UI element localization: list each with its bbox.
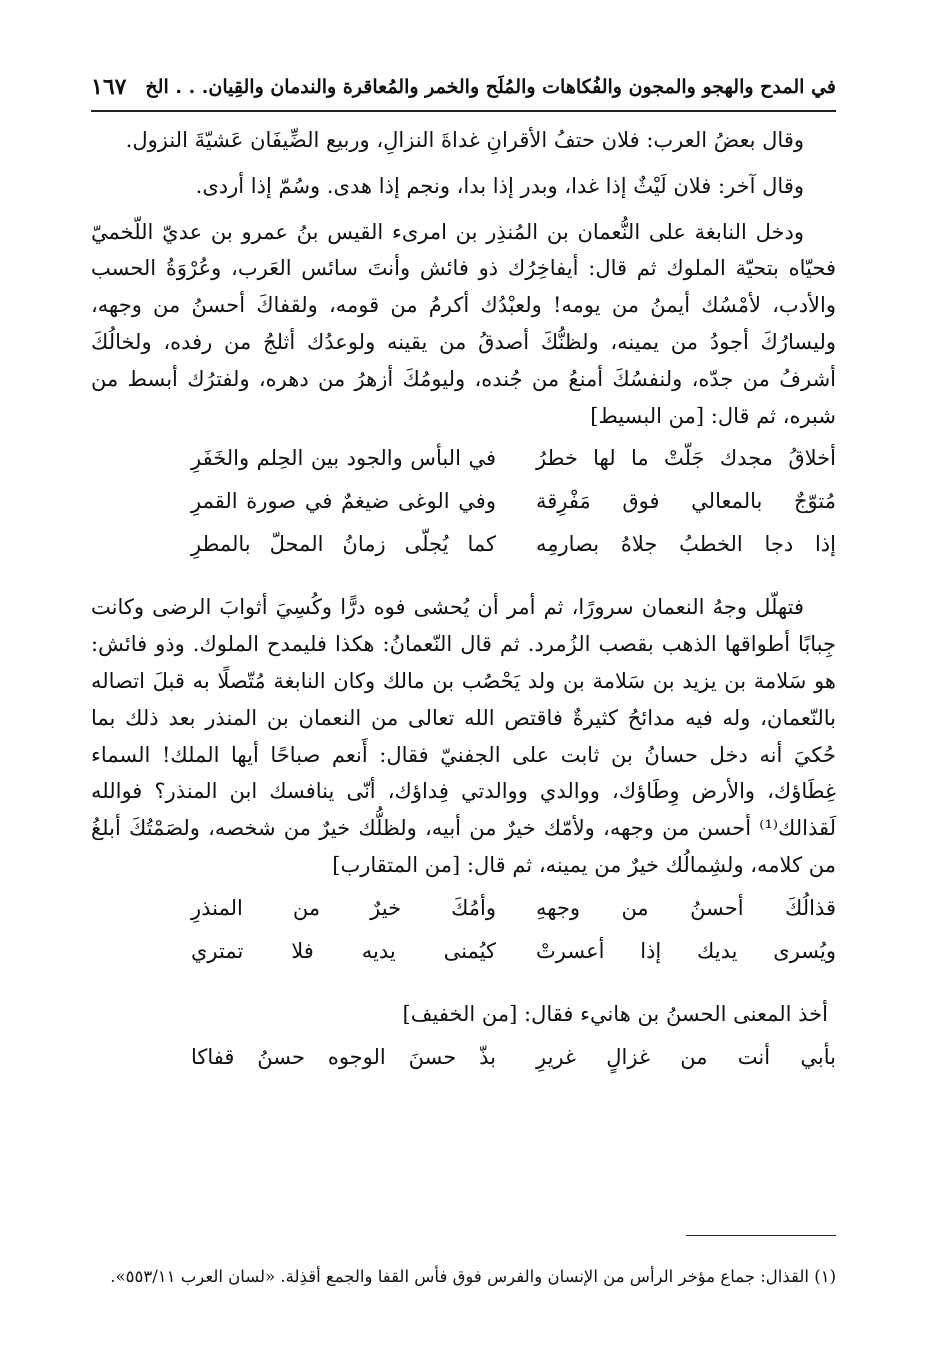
verse-first-hemistich: إذا دجا الخطبُ جلاهُ بصارمِه: [536, 532, 836, 557]
verse-second-hemistich: وفي الوغى ضيغمٌ في صورة القمرِ: [191, 489, 496, 514]
poem-mutaqarib: [91, 896, 836, 982]
footnote: (١) القذال: جماع مؤخر الرأس من الإنسان والفرس فوق فأس القفا والجمع أقذِلة. «لسان العرب ٥٥٣/١١».: [110, 1266, 836, 1286]
page-header: [91, 70, 836, 112]
verse-line: [91, 532, 836, 575]
paragraph: فتهلّل وجهُ النعمان سرورًا، ثم أمر أن يُحشى فوه درًّا وكُسِيَ أثوابَ الرضى وكانت جِبابًا أطواقها الذهب بقصب الزُمرد. ثم قال النّعمانُ: هكذا فليمدح الملوك. وذو فائش: هو سَلامة بن يزيد بن سَلامة بن ولد يَحْصُب بن مالك وكان النابغة مُتّصلًا به قبلَ اتصاله بالنّعمان، وله فيه مدائحُ كثيرةٌ فاقتص الله تعالى من النعمان بن المنذر بعد ذلك بما حُكيَ أنه دخل حسانُ بن ثابت على الجفنيّ فقال: أَنعم صباحًا أيها الملك! السماء غِطَاؤك، والأرض وِطَاؤك، ووالدي ووالدتي فِداؤك، أنّى ينافسك ابن المنذر؟ فوالله لَقذالك⁽¹⁾ أحسن من وجهه، ولأمّك خيرٌ من أبيه، ولظلُّك خيرٌ من شخصه، ولصَمْتُكَ أبلغُ من كلامه، ولشِمالُك خيرٌ من يمينه، ثم قال: [من المتقارب]: [91, 595, 836, 877]
verse-line: [91, 939, 836, 982]
paragraph: ودخل النابغة على النُّعمان بن المُنذِر بن امرىء القيس بنُ عمرو بن عديّ اللّخميّ فحيّاه بتحيّة الملوك ثم قال: أيفاخِرُك ذو فائش وأنتَ سائس العَرب، وعُرْوَةُ الحسب والأدب، لأمْسُك أيمنُ من يومه! ولعبْدُك أكرمُ من قومه، ولقفاكَ أحسنُ من وجهه، وليسارُكَ أجودُ من يمينه، ولظنُّكَ أصدقُ من يقينه ولوعدُك أثلجُ من رفده، ولخالُكَ أشرفُ من جدّه، ولنفسُكَ أمنعُ من جُنده، وليومُكَ أزهرُ من دهره، ولفترُك أبسط من شبره، ثم قال: [من البسيط]: [91, 219, 836, 428]
main-text: [91, 122, 836, 1102]
paragraph: وقال بعضُ العرب: فلان حتفُ الأقرانِ غداةَ النزالِ، وربيع الضِّيفَان عَشيّةَ النزول.: [125, 128, 804, 152]
verse-line: [91, 1045, 836, 1088]
verse-line: [91, 896, 836, 939]
verse-line: [91, 489, 836, 532]
verse-first-hemistich: أخلاقُ مجدك جَلّتْ ما لها خطرُ: [536, 446, 836, 471]
poem-khafif: [91, 1045, 836, 1088]
verse-first-hemistich: مُتوّجٌ بالمعالي فوق مَفْرِقة: [536, 489, 836, 514]
verse-second-hemistich: بذّ حسنَ الوجوه حسنُ قفاكا: [191, 1044, 496, 1069]
running-title: في المدح والهجو والمجون والفُكاهات والمُلَح والخمر والمُعاقرة والندمان والقِيان. . . الخ: [145, 76, 836, 98]
poem-basit: [91, 446, 836, 575]
paragraph: وقال آخر: فلان لَيْثٌ إذا غدا، وبدر إذا بدا، ونجم إذا هدى. وسُمّ إذا أردى.: [195, 173, 804, 198]
verse-second-hemistich: في البأس والجود بين الحِلم والخَفَرِ: [191, 446, 496, 471]
verse-first-hemistich: قذالُكَ أحسنُ من وجههِ: [536, 895, 836, 920]
verse-second-hemistich: كيُمنى يديه فلا تمتري: [191, 938, 496, 963]
verse-second-hemistich: كما يُجلّى زمانُ المحلّ بالمطرِ: [191, 532, 496, 557]
verse-line: [91, 446, 836, 489]
verse-introduction: أخذ المعنى الحسنُ بن هانيء فقال: [من الخفيف]: [402, 1001, 828, 1026]
page-number: ١٦٧: [91, 74, 127, 100]
verse-first-hemistich: بأبي أنت من غزالٍ غريرِ: [536, 1044, 836, 1069]
verse-first-hemistich: ويُسرى يديك إذا أعسرتْ: [536, 938, 836, 963]
verse-second-hemistich: وأمُكَ خيرٌ من المنذرِ: [191, 895, 496, 920]
footnote-divider: [686, 1235, 836, 1236]
